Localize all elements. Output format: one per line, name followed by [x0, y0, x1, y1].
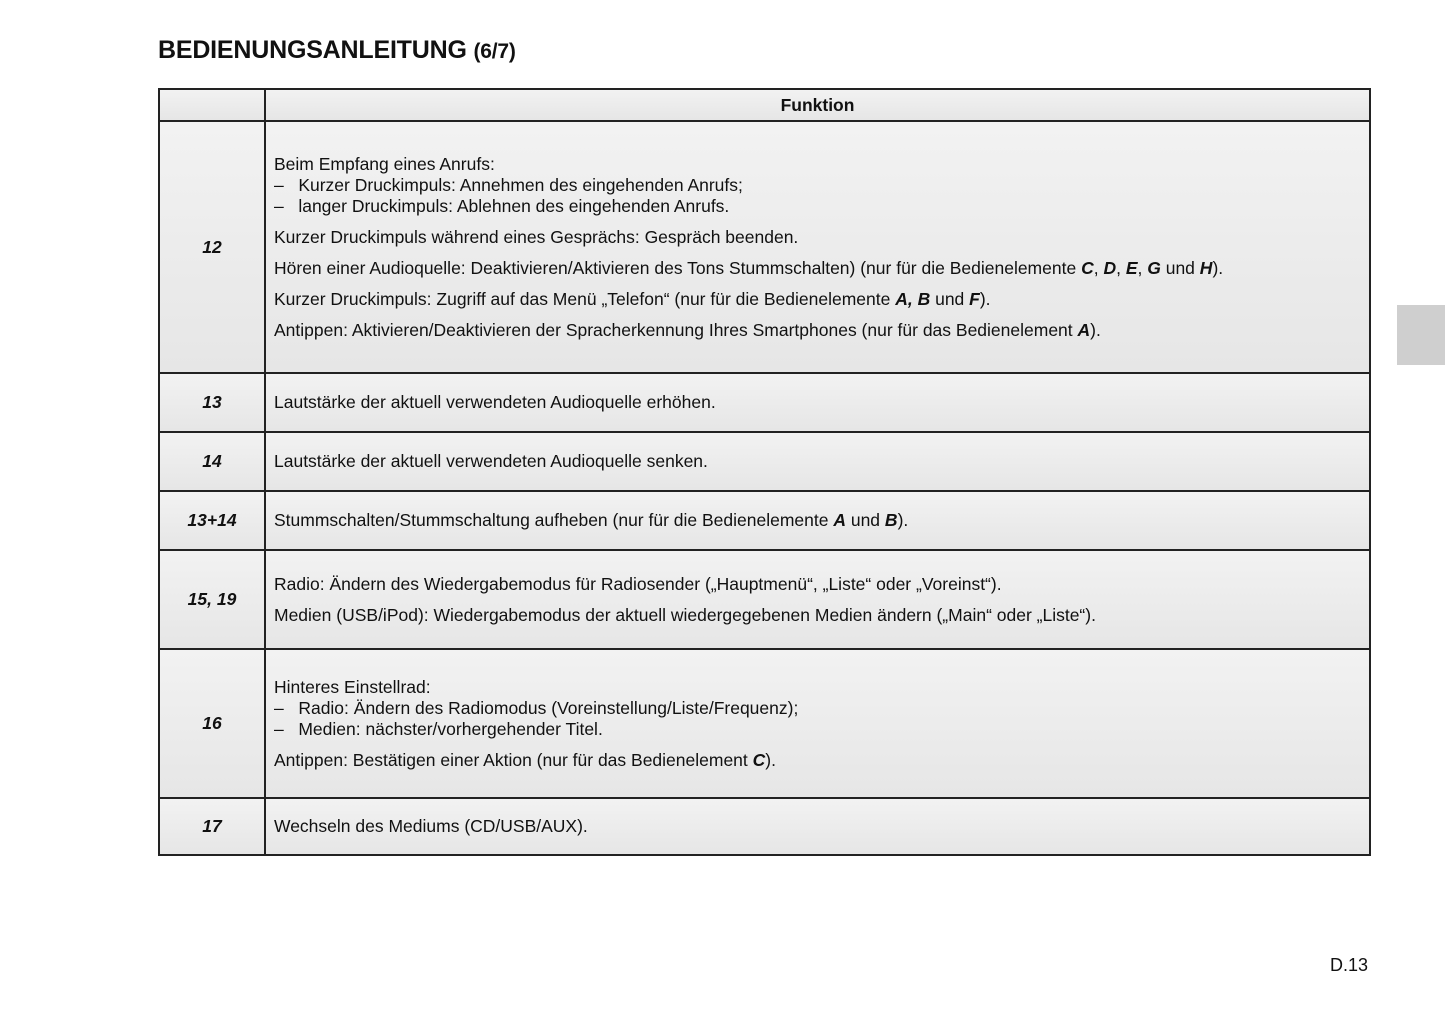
function-paragraph — [274, 227, 1361, 248]
header-number-cell — [159, 89, 265, 121]
function-paragraph — [274, 320, 1361, 341]
function-paragraph — [274, 816, 1361, 837]
control-element-ref: C — [1081, 257, 1094, 278]
text-segment: ). — [1090, 319, 1101, 340]
text-segment: und — [1160, 257, 1200, 278]
text-segment: Wechseln des Mediums (CD/USB/AUX). — [274, 816, 588, 836]
text-segment: , — [1116, 257, 1126, 278]
text-segment: Kurzer Druckimpuls: Zugriff auf das Menü „Telefon“ (nur für die Bedienelemente — [274, 288, 896, 309]
control-element-ref: F — [969, 288, 980, 309]
text-segment: und — [845, 510, 885, 530]
table-row — [159, 649, 1370, 798]
text-segment: ). — [1212, 257, 1224, 278]
row-function — [265, 121, 1370, 373]
function-paragraph — [274, 154, 1361, 217]
section-tab-marker — [1397, 305, 1445, 365]
row-number: 13 — [159, 373, 265, 432]
control-element-ref: A — [833, 510, 846, 530]
row-number: 13+14 — [159, 491, 265, 550]
control-element-ref: A, B — [895, 288, 931, 309]
text-segment: – Radio: Ändern des Radiomodus (Voreinstellung/Liste/Frequenz); — [274, 697, 799, 718]
function-paragraph — [274, 289, 1361, 310]
text-segment: Hinteres Einstellrad: — [274, 676, 431, 697]
text-segment: Lautstärke der aktuell verwendeten Audioquelle erhöhen. — [274, 392, 716, 412]
function-paragraph — [274, 258, 1361, 279]
function-paragraph — [274, 510, 1361, 531]
control-element-ref: D — [1103, 257, 1117, 278]
row-function — [265, 649, 1370, 798]
row-function — [265, 550, 1370, 649]
text-segment: – langer Druckimpuls: Ablehnen des eingehenden Anrufs. — [274, 195, 730, 216]
function-line — [274, 719, 1361, 740]
header-function-cell: Funktion — [265, 89, 1370, 121]
control-element-ref: A — [1077, 319, 1091, 340]
text-segment: Hören einer Audioquelle: Deaktivieren/Aktivieren des Tons Stummschalten) (nur für die Bedienelemente — [274, 257, 1082, 278]
function-line — [274, 451, 1361, 472]
title-text: BEDIENUNGSANLEITUNG — [158, 36, 467, 64]
function-line — [274, 392, 1361, 413]
function-paragraph — [274, 605, 1361, 626]
text-segment: Radio: Ändern des Wiedergabemodus für Radiosender („Hauptmenü“, „Liste“ oder „Voreinst“). — [274, 573, 1002, 594]
text-segment: – Medien: nächster/vorhergehender Titel. — [274, 718, 603, 739]
text-segment: , — [1137, 257, 1148, 278]
text-segment: Antippen: Aktivieren/Deaktivieren der Spracherkennung Ihres Smartphones (nur für das Bedienelement — [274, 319, 1078, 340]
text-segment: Antippen: Bestätigen einer Aktion (nur für das Bedienelement — [274, 749, 753, 770]
text-segment: ). — [765, 749, 776, 770]
function-line — [274, 154, 1361, 175]
page-title — [158, 36, 516, 65]
function-paragraph — [274, 392, 1361, 413]
function-paragraph — [274, 750, 1361, 771]
table-row — [159, 432, 1370, 491]
control-element-ref: E — [1125, 257, 1138, 278]
text-segment: Lautstärke der aktuell verwendeten Audioquelle senken. — [274, 451, 708, 471]
text-segment: , — [1093, 257, 1104, 278]
control-element-ref: G — [1147, 257, 1161, 278]
row-function — [265, 432, 1370, 491]
table-row — [159, 373, 1370, 432]
row-function — [265, 491, 1370, 550]
function-paragraph — [274, 677, 1361, 740]
page-number: D.13 — [1330, 955, 1369, 975]
text-segment: Stummschalten/Stummschaltung aufheben (nur für die Bedienelemente — [274, 510, 834, 530]
function-line — [274, 196, 1361, 217]
function-line — [274, 574, 1361, 595]
text-segment: ). — [979, 288, 991, 309]
function-paragraph — [274, 574, 1361, 595]
text-segment: Medien (USB/iPod): Wiedergabemodus der aktuell wiedergegebenen Medien ändern („Main“ oder „Liste“). — [274, 604, 1096, 625]
row-function — [265, 373, 1370, 432]
function-line — [274, 227, 1361, 248]
text-segment: Kurzer Druckimpuls während eines Gesprächs: Gespräch beenden. — [274, 226, 799, 247]
text-segment: und — [930, 288, 970, 309]
function-line — [274, 677, 1361, 698]
control-element-ref: B — [884, 510, 898, 530]
row-number: 16 — [159, 649, 265, 798]
table-row — [159, 121, 1370, 373]
function-line — [274, 510, 1361, 531]
control-element-ref: H — [1199, 257, 1213, 278]
row-number: 17 — [159, 798, 265, 855]
text-segment: Beim Empfang eines Anrufs: — [274, 153, 495, 174]
table-header-row — [159, 89, 1370, 121]
function-line — [274, 258, 1361, 279]
function-line — [274, 605, 1361, 626]
table-row — [159, 491, 1370, 550]
row-number: 12 — [159, 121, 265, 373]
table-row — [159, 798, 1370, 855]
text-segment: ). — [897, 510, 909, 530]
row-function — [265, 798, 1370, 855]
function-line — [274, 750, 1361, 771]
function-line — [274, 320, 1361, 341]
table-body — [159, 121, 1370, 855]
control-element-ref: C — [752, 749, 766, 770]
function-line — [274, 698, 1361, 719]
title-page-count: (6/7) — [473, 40, 516, 63]
text-segment: – Kurzer Druckimpuls: Annehmen des eingehenden Anrufs; — [274, 174, 743, 195]
row-number: 15, 19 — [159, 550, 265, 649]
function-table — [158, 88, 1371, 856]
function-paragraph — [274, 451, 1361, 472]
row-number: 14 — [159, 432, 265, 491]
function-line — [274, 289, 1361, 310]
function-line — [274, 816, 1361, 837]
function-line — [274, 175, 1361, 196]
table-row — [159, 550, 1370, 649]
